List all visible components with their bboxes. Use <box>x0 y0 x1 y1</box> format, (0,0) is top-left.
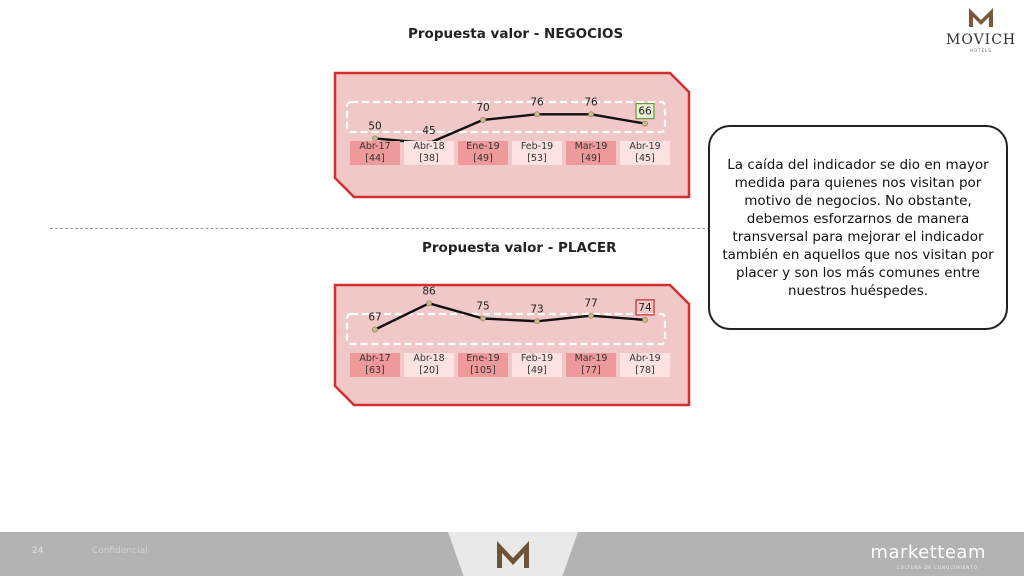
data-label: 74 <box>638 301 652 314</box>
category-base: [78] <box>635 365 655 376</box>
category-base: [45] <box>635 153 655 164</box>
category-label <box>620 353 670 377</box>
data-label: 77 <box>584 297 598 310</box>
data-label: 76 <box>530 96 544 109</box>
category-name: Abr-19 <box>629 141 661 152</box>
data-label: 73 <box>530 303 544 316</box>
category-label <box>566 141 616 165</box>
data-label: 86 <box>422 285 436 298</box>
category-base: [49] <box>527 365 547 376</box>
category-base: [38] <box>419 153 439 164</box>
chart-negocios <box>332 70 692 200</box>
category-name: Abr-18 <box>413 141 445 152</box>
category-label <box>404 141 454 165</box>
category-base: [49] <box>473 153 493 164</box>
data-point <box>480 117 485 122</box>
chart-placer <box>332 282 692 408</box>
category-base: [20] <box>419 365 439 376</box>
data-point <box>642 317 647 322</box>
data-label: 45 <box>422 125 436 138</box>
footer-bar <box>0 532 1024 576</box>
data-label: 76 <box>584 96 598 109</box>
category-label <box>620 141 670 165</box>
callout-text: La caída del indicador se dio en mayor medida para quienes nos visitan por motivo de negocios. No obstante, debemos esforzarnos de manera transversal para mejorar el indicador también en aquellos que nos visitan por placer y son los más comunes entre nuestros huéspedes. <box>722 156 994 299</box>
category-label <box>350 141 400 165</box>
category-name: Feb-19 <box>520 141 554 152</box>
data-point <box>588 313 593 318</box>
chart-panel-bg <box>335 73 689 197</box>
category-base: [44] <box>365 153 385 164</box>
confidential-note: Confidencial <box>92 546 148 556</box>
data-label: 66 <box>638 105 652 118</box>
chart-title-negocios: Propuesta valor - NEGOCIOS <box>408 26 624 42</box>
data-label: 50 <box>368 120 382 133</box>
chart-title-placer: Propuesta valor - PLACER <box>422 240 617 256</box>
movich-monogram-icon <box>966 6 996 28</box>
logo-subtitle: HOTELS <box>970 48 992 53</box>
category-name: Ene-19 <box>466 353 500 364</box>
data-point <box>642 121 647 126</box>
marketteam-tagline: CULTURA DE CONOCIMIENTO <box>896 565 978 570</box>
marketteam-brand: marketteam <box>870 542 986 563</box>
logo-word: MOVICH <box>946 32 1017 48</box>
movich-logo <box>946 6 1016 53</box>
category-label <box>512 353 562 377</box>
category-name: Ene-19 <box>466 141 500 152</box>
data-point <box>588 112 593 117</box>
data-point <box>372 327 377 332</box>
category-label <box>404 353 454 377</box>
data-label: 67 <box>368 311 382 324</box>
footer-monogram-icon <box>493 538 533 570</box>
data-label: 75 <box>476 300 490 313</box>
data-point <box>480 316 485 321</box>
data-point <box>534 319 539 324</box>
data-point <box>534 112 539 117</box>
category-base: [105] <box>470 365 496 376</box>
category-name: Abr-18 <box>413 353 445 364</box>
category-name: Mar-19 <box>574 141 608 152</box>
category-name: Mar-19 <box>574 353 608 364</box>
data-point <box>426 301 431 306</box>
data-label: 70 <box>476 101 490 114</box>
category-name: Abr-17 <box>359 353 391 364</box>
category-name: Abr-17 <box>359 141 391 152</box>
category-base: [63] <box>365 365 385 376</box>
insight-callout <box>708 125 1008 330</box>
page-number: 24 <box>32 546 44 556</box>
category-label <box>566 353 616 377</box>
category-base: [53] <box>527 153 547 164</box>
section-divider <box>50 228 710 229</box>
category-name: Abr-19 <box>629 353 661 364</box>
category-base: [49] <box>581 153 601 164</box>
category-label <box>458 141 508 165</box>
category-base: [77] <box>581 365 601 376</box>
chart-svg <box>332 282 692 408</box>
chart-svg <box>332 70 692 200</box>
category-label <box>512 141 562 165</box>
category-name: Feb-19 <box>520 353 554 364</box>
category-label <box>350 353 400 377</box>
category-label <box>458 353 508 377</box>
